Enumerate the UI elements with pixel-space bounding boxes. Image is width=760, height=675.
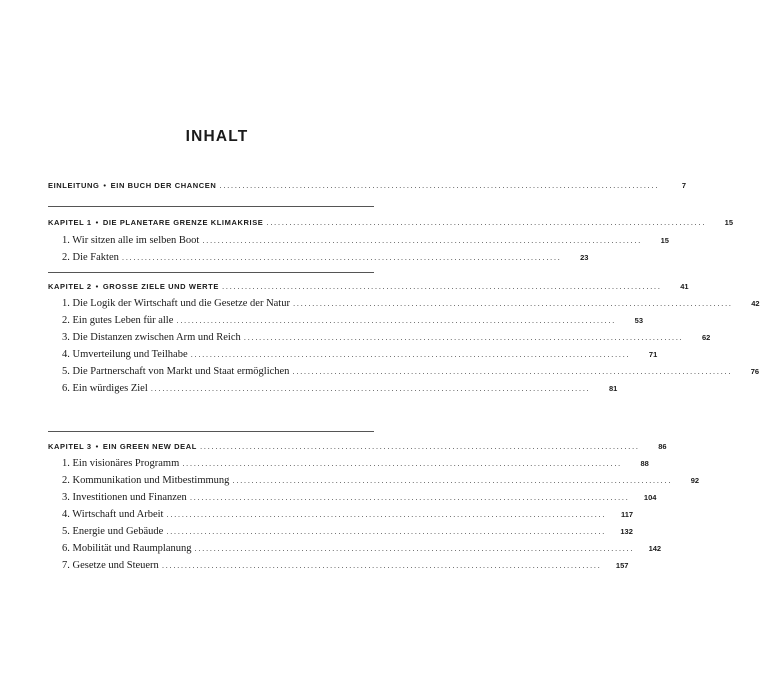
toc-heading-label: EINLEITUNG • EIN BUCH DER CHANCEN xyxy=(48,181,217,190)
page-number: 76 xyxy=(750,367,760,376)
toc-item[interactable] xyxy=(62,252,589,263)
divider xyxy=(48,431,374,432)
leader-dots: ................................................................................................................... xyxy=(219,181,660,190)
toc-item[interactable] xyxy=(62,366,760,377)
leader-dots: ................................................................................................................... xyxy=(266,218,707,227)
leader-dots: ................................................................................................................... xyxy=(161,561,602,570)
toc-item[interactable] xyxy=(62,526,633,537)
toc-chapter-heading[interactable] xyxy=(48,442,667,451)
page-number: 23 xyxy=(580,253,589,262)
leader-dots: ................................................................................................................... xyxy=(202,236,642,245)
page-number: 7 xyxy=(681,181,687,190)
toc-heading-label: KAPITEL 1 • DIE PLANETARE GRENZE KLIMAKRISE xyxy=(48,218,264,227)
leader-dots: ................................................................................................................... xyxy=(243,333,684,342)
toc-heading-label: KAPITEL 2 • GROSSE ZIELE UND WERTE xyxy=(48,282,219,291)
page-number: 86 xyxy=(658,442,667,451)
toc-item-label: 1. Wir sitzen alle im selben Boot xyxy=(62,235,200,246)
page-number: 41 xyxy=(680,282,689,291)
toc-entry-intro[interactable] xyxy=(48,181,687,190)
page-number: 132 xyxy=(620,527,633,536)
toc-item-label: 5. Die Partnerschaft von Markt und Staat ermöglichen xyxy=(62,366,290,377)
page-number: 157 xyxy=(615,561,629,570)
toc-item[interactable] xyxy=(62,509,634,520)
leader-dots: ................................................................................................................... xyxy=(190,350,631,359)
toc-item-label: 3. Investitionen und Finanzen xyxy=(62,492,187,503)
leader-dots: ................................................................................................................... xyxy=(221,282,662,291)
toc-item[interactable] xyxy=(62,349,658,360)
page-number: 71 xyxy=(648,350,658,359)
toc-item-label: 1. Die Logik der Wirtschaft und die Gesetze der Natur xyxy=(62,298,290,309)
leader-dots: ................................................................................................................... xyxy=(166,527,606,536)
toc-item-label: 2. Kommunikation und Mitbestimmung xyxy=(62,475,230,486)
toc-item-label: 6. Mobilität und Raumplanung xyxy=(62,543,192,554)
leader-dots: ................................................................................................................... xyxy=(189,493,630,502)
leader-dots: ................................................................................................................... xyxy=(150,384,591,393)
toc-item-label: 2. Ein gutes Leben für alle xyxy=(62,315,174,326)
divider xyxy=(48,272,374,273)
toc-item[interactable] xyxy=(62,543,662,554)
toc-item[interactable] xyxy=(62,235,669,246)
toc-item[interactable] xyxy=(62,475,700,486)
leader-dots: ................................................................................................................... xyxy=(176,316,616,325)
leader-dots: ................................................................................................................... xyxy=(232,476,673,485)
toc-item-label: 4. Wirtschaft und Arbeit xyxy=(62,509,164,520)
toc-item[interactable] xyxy=(62,492,657,503)
toc-item-label: 1. Ein visionäres Programm xyxy=(62,458,180,469)
page-number: 15 xyxy=(660,236,669,245)
toc-item[interactable] xyxy=(62,332,711,343)
toc-chapter-heading[interactable] xyxy=(48,282,689,291)
page-number: 104 xyxy=(643,493,657,502)
page-number: 62 xyxy=(702,333,711,342)
leader-dots: ................................................................................................................... xyxy=(292,299,733,308)
toc-item[interactable] xyxy=(62,315,643,326)
page-number: 42 xyxy=(751,299,760,308)
page-number: 81 xyxy=(609,384,618,393)
page-title: INHALT xyxy=(185,128,249,145)
page-number: 88 xyxy=(640,459,649,468)
toc-item[interactable] xyxy=(62,298,760,309)
leader-dots: ................................................................................................................... xyxy=(166,510,607,519)
leader-dots: ................................................................................................................... xyxy=(121,253,562,262)
toc-item[interactable] xyxy=(62,383,618,394)
page-number: 92 xyxy=(690,476,700,485)
toc-item[interactable] xyxy=(62,458,649,469)
toc-item-label: 5. Energie und Gebäude xyxy=(62,526,164,537)
toc-item[interactable] xyxy=(62,560,629,571)
leader-dots: ................................................................................................................... xyxy=(292,367,733,376)
page-number: 53 xyxy=(634,316,643,325)
toc-item-label: 4. Umverteilung und Teilhabe xyxy=(62,349,188,360)
leader-dots: ................................................................................................................... xyxy=(182,459,622,468)
divider xyxy=(48,206,374,207)
toc-heading-label: KAPITEL 3 • EIN GREEN NEW DEAL xyxy=(48,442,197,451)
toc-item-label: 6. Ein würdiges Ziel xyxy=(62,383,148,394)
leader-dots: ................................................................................................................... xyxy=(199,442,640,451)
page-number: 142 xyxy=(648,544,662,553)
toc-item-label: 3. Die Distanzen zwischen Arm und Reich xyxy=(62,332,241,343)
toc-chapter-heading[interactable] xyxy=(48,218,734,227)
page-number: 15 xyxy=(724,218,734,227)
toc-item-label: 2. Die Fakten xyxy=(62,252,119,263)
leader-dots: ................................................................................................................... xyxy=(194,544,635,553)
toc-item-label: 7. Gesetze und Steuern xyxy=(62,560,159,571)
page-number: 117 xyxy=(620,510,634,519)
